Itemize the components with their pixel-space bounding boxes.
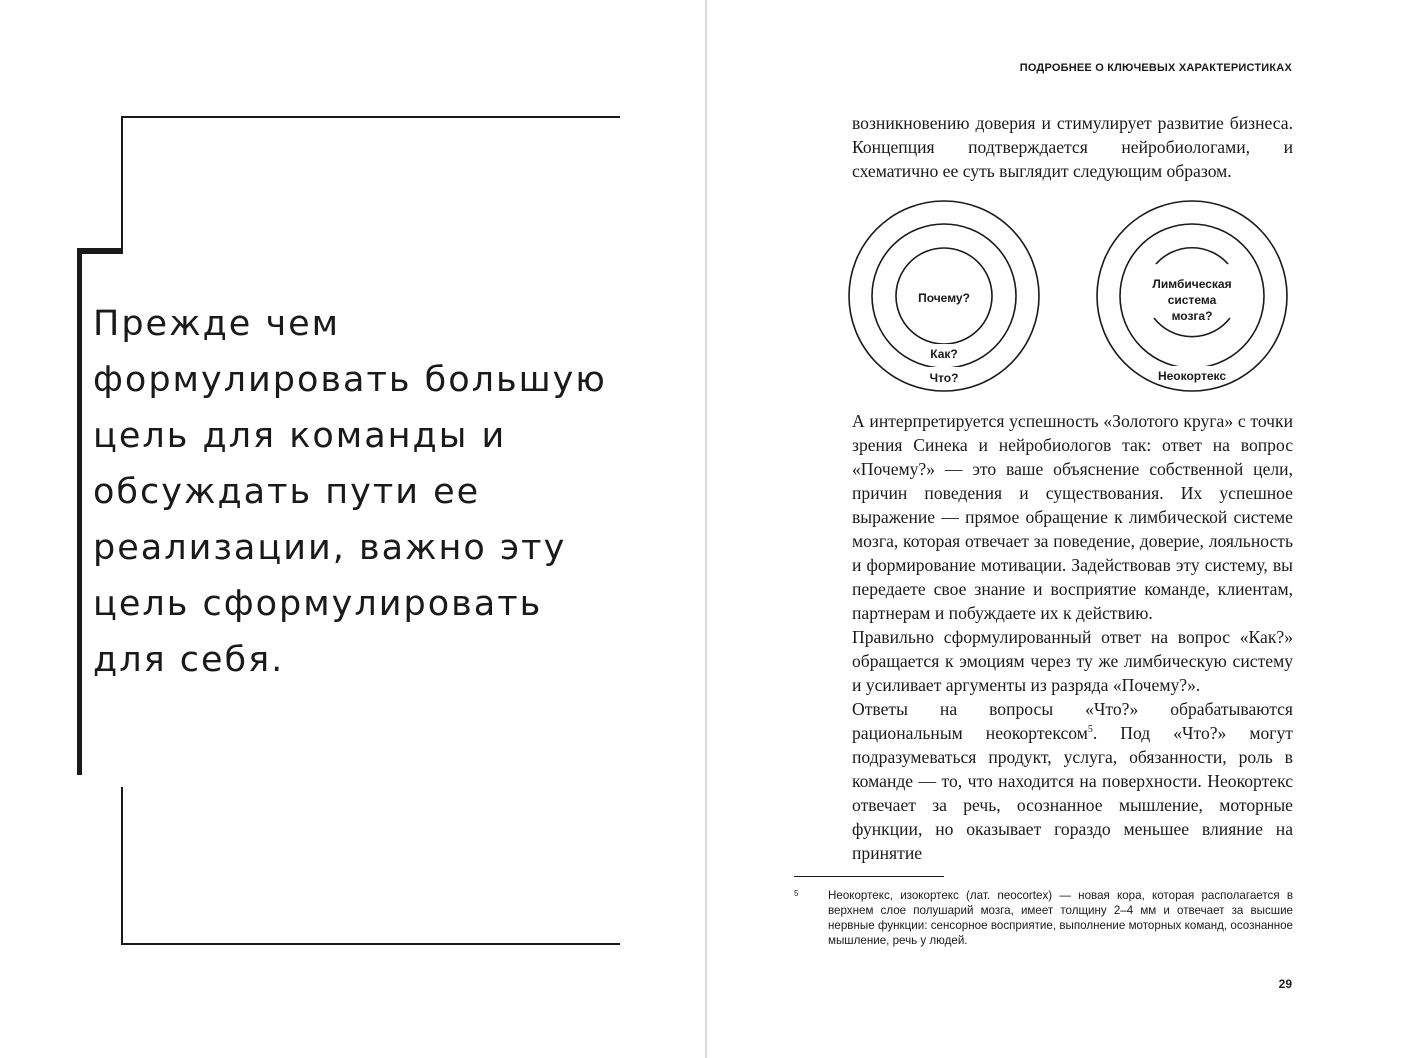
label-neocortex: Неокортекс bbox=[1157, 369, 1227, 383]
page-number: 29 bbox=[1278, 977, 1292, 991]
label-limbic-line1: Лимбическая bbox=[1152, 277, 1232, 291]
label-why: Почему? bbox=[918, 291, 970, 305]
right-page bbox=[708, 0, 1410, 1058]
brain-circle-diagram bbox=[1095, 196, 1289, 396]
intro-paragraph bbox=[852, 111, 1293, 183]
footnote-text: Неокортекс, изокортекс (лат. neocortex) — новая кора, которая располагается в верхнем слое полушарий мозга, имеет толщину 2–4 мм и отвечает за высшие нервные функции: сенсорное восприятие, выполнение моторных команд, осознанное мышление, речь у людей. bbox=[828, 889, 1293, 947]
paragraph-3-start: Ответы на вопросы «Что?» обрабатываются рациональным неокортексом bbox=[852, 699, 1293, 743]
footnote-rule bbox=[794, 876, 944, 877]
footnote-reference: 5 bbox=[1087, 724, 1093, 736]
label-what: Что? bbox=[929, 371, 959, 385]
frame-left-lower-line bbox=[121, 787, 123, 944]
frame-left-thick-bar bbox=[77, 248, 82, 775]
footnote-marker: 5 bbox=[794, 889, 799, 898]
pull-quote: Прежде чем формулировать большую цель для команды и обсуждать пути ее реализации, важно эту цель сформулировать для себя. bbox=[93, 304, 607, 680]
paragraph-3 bbox=[852, 697, 1293, 865]
frame-left-upper-line bbox=[121, 116, 123, 250]
frame-top-line bbox=[121, 116, 620, 118]
frame-bottom-line bbox=[121, 943, 620, 945]
golden-circle-svg bbox=[847, 196, 1041, 396]
label-limbic-line3: мозга? bbox=[1171, 309, 1213, 323]
label-limbic-line2: система bbox=[1167, 293, 1217, 307]
running-head: ПОДРОБНЕЕ О КЛЮЧЕВЫХ ХАРАКТЕРИСТИКАХ bbox=[1019, 62, 1292, 74]
brain-circle-svg bbox=[1095, 196, 1289, 396]
label-how: Как? bbox=[930, 347, 958, 361]
book-spine bbox=[705, 0, 707, 1058]
inner-arc-top bbox=[1156, 248, 1228, 264]
golden-circle-diagram bbox=[847, 196, 1041, 396]
intro-text: возникновению доверия и стимулирует развитие бизнеса. Концепция подтверждается нейробиологами, и схематично ее суть выглядит следующим образом. bbox=[852, 113, 1293, 181]
main-text bbox=[852, 409, 1293, 865]
paragraph-3-end: . Под «Что?» могут подразумеваться продукт, услуга, обязанности, роль в команде — то, что находится на поверхности. Неокортекс отвечает за речь, осознанное мышление, моторные функции, но оказывает гораздо меньшее влияние на принятие bbox=[852, 723, 1293, 863]
footnote bbox=[794, 888, 1293, 948]
paragraph-2: Правильно сформулированный ответ на вопрос «Как?» обращается к эмоциям через ту же лимбическую систему и усиливает аргументы из разряда «Почему?». bbox=[852, 627, 1293, 695]
paragraph-1: А интерпретируется успешность «Золотого круга» с точки зрения Синека и нейробиологов так: ответ на вопрос «Почему?» — это ваше объяснение собственной цели, причин поведения и существования. Их успешное выражение — прямое обращение к лимбической системе мозга, которая отвечает за поведение, доверие, лояльность и формирование мотивации. Задействовав эту систему, вы передаете свое знание и восприятие команде, клиентам, партнерам и побуждаете их к действию. bbox=[852, 411, 1293, 623]
frame-corner-tab bbox=[77, 248, 123, 254]
